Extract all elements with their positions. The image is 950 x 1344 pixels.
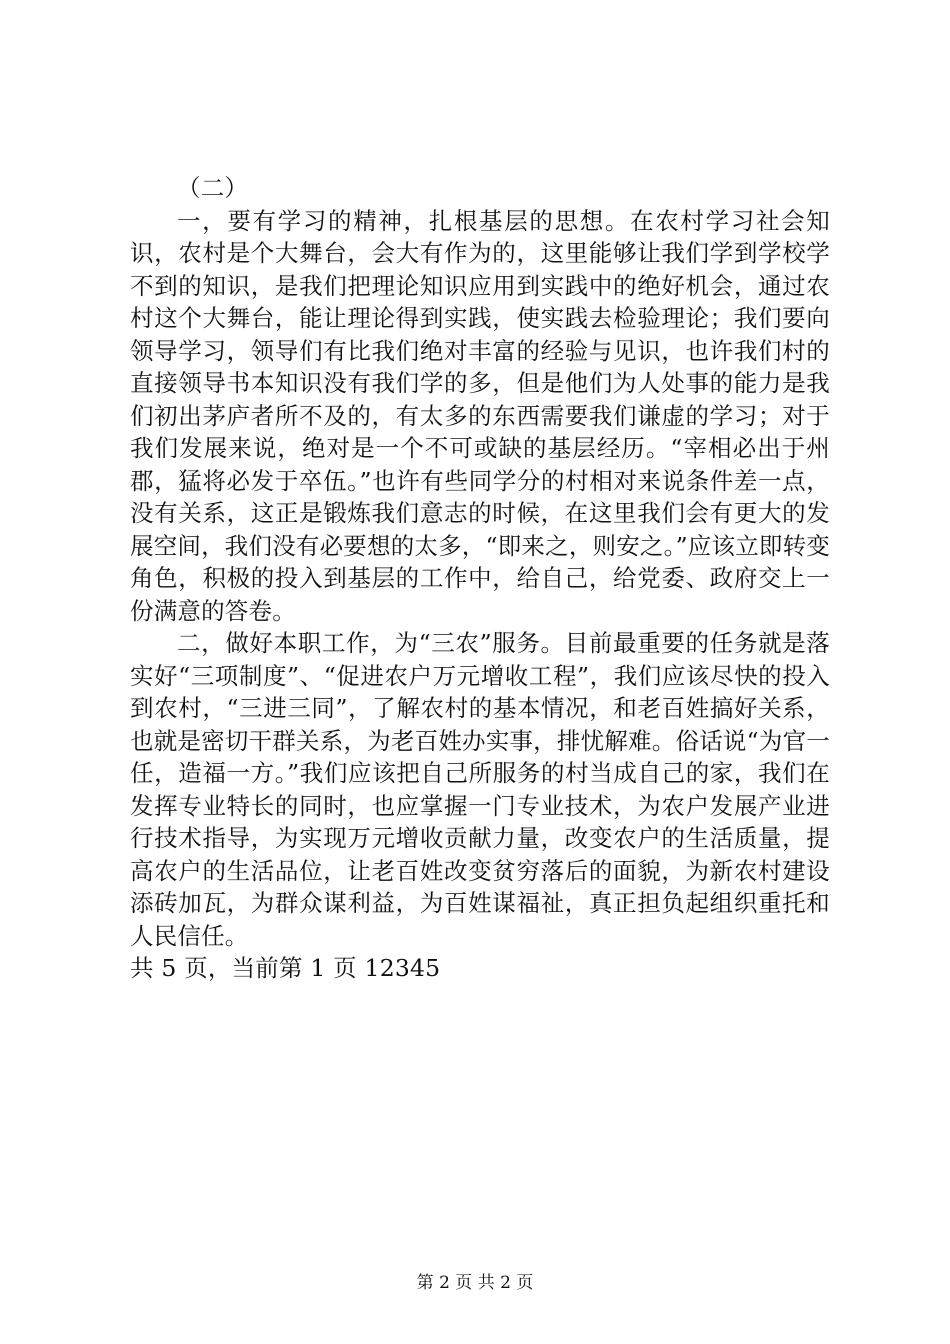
- paragraph-2: 二，做好本职工作，为“三农”服务。目前最重要的任务就是落实好“三项制度”、“促进农户万元增收工程”，我们应该尽快的投入到农村，“三进三同”，了解农村的基本情况，和老百姓搞好关系，也就是密切干群关系，为老百姓办实事，排忧解难。俗话说“为官一任，造福一方。”我们应该把自己所服务的村当成自己的家，我们在发挥专业特长的同时，也应掌握一门专业技术，为农户发展产业进行技术指导，为实现万元增收贡献力量，改变农户的生活质量，提高农户的生活品位，让老百姓改变贫穷落后的面貌，为新农村建设添砖加瓦，为群众谋利益，为百姓谋福祉，真正担负起组织重托和人民信任。: [130, 629, 830, 950]
- paragraph-1: 一，要有学习的精神，扎根基层的思想。在农村学习社会知识，农村是个大舞台，会大有作为的，这里能够让我们学到学校学不到的知识，是我们把理论知识应用到实践中的绝好机会，通过农村这个大舞台，能让理论得到实践，使实践去检验理论；我们要向领导学习，领导们有比我们绝对丰富的经验与见识，也许我们村的直接领导书本知识没有我们学的多，但是他们为人处事的能力是我们初出茅庐者所不及的，有太多的东西需要我们谦虚的学习；对于我们发展来说，绝对是一个不可或缺的基层经历。“宰相必出于州郡，猛将必发于卒伍。”也许有些同学分的村相对来说条件差一点，没有关系，这正是锻炼我们意志的时候，在这里我们会有更大的发展空间，我们没有必要想的太多，“即来之，则安之。”应该立即转变角色，积极的投入到基层的工作中，给自己，给党委、政府交上一份满意的答卷。: [130, 206, 830, 625]
- section-heading: （二）: [177, 174, 249, 202]
- document-body: [130, 172, 830, 985]
- page-footer: 第 2 页 共 2 页: [416, 1273, 534, 1293]
- page-count-line: 共 5 页，当前第 1 页 12345: [130, 954, 441, 982]
